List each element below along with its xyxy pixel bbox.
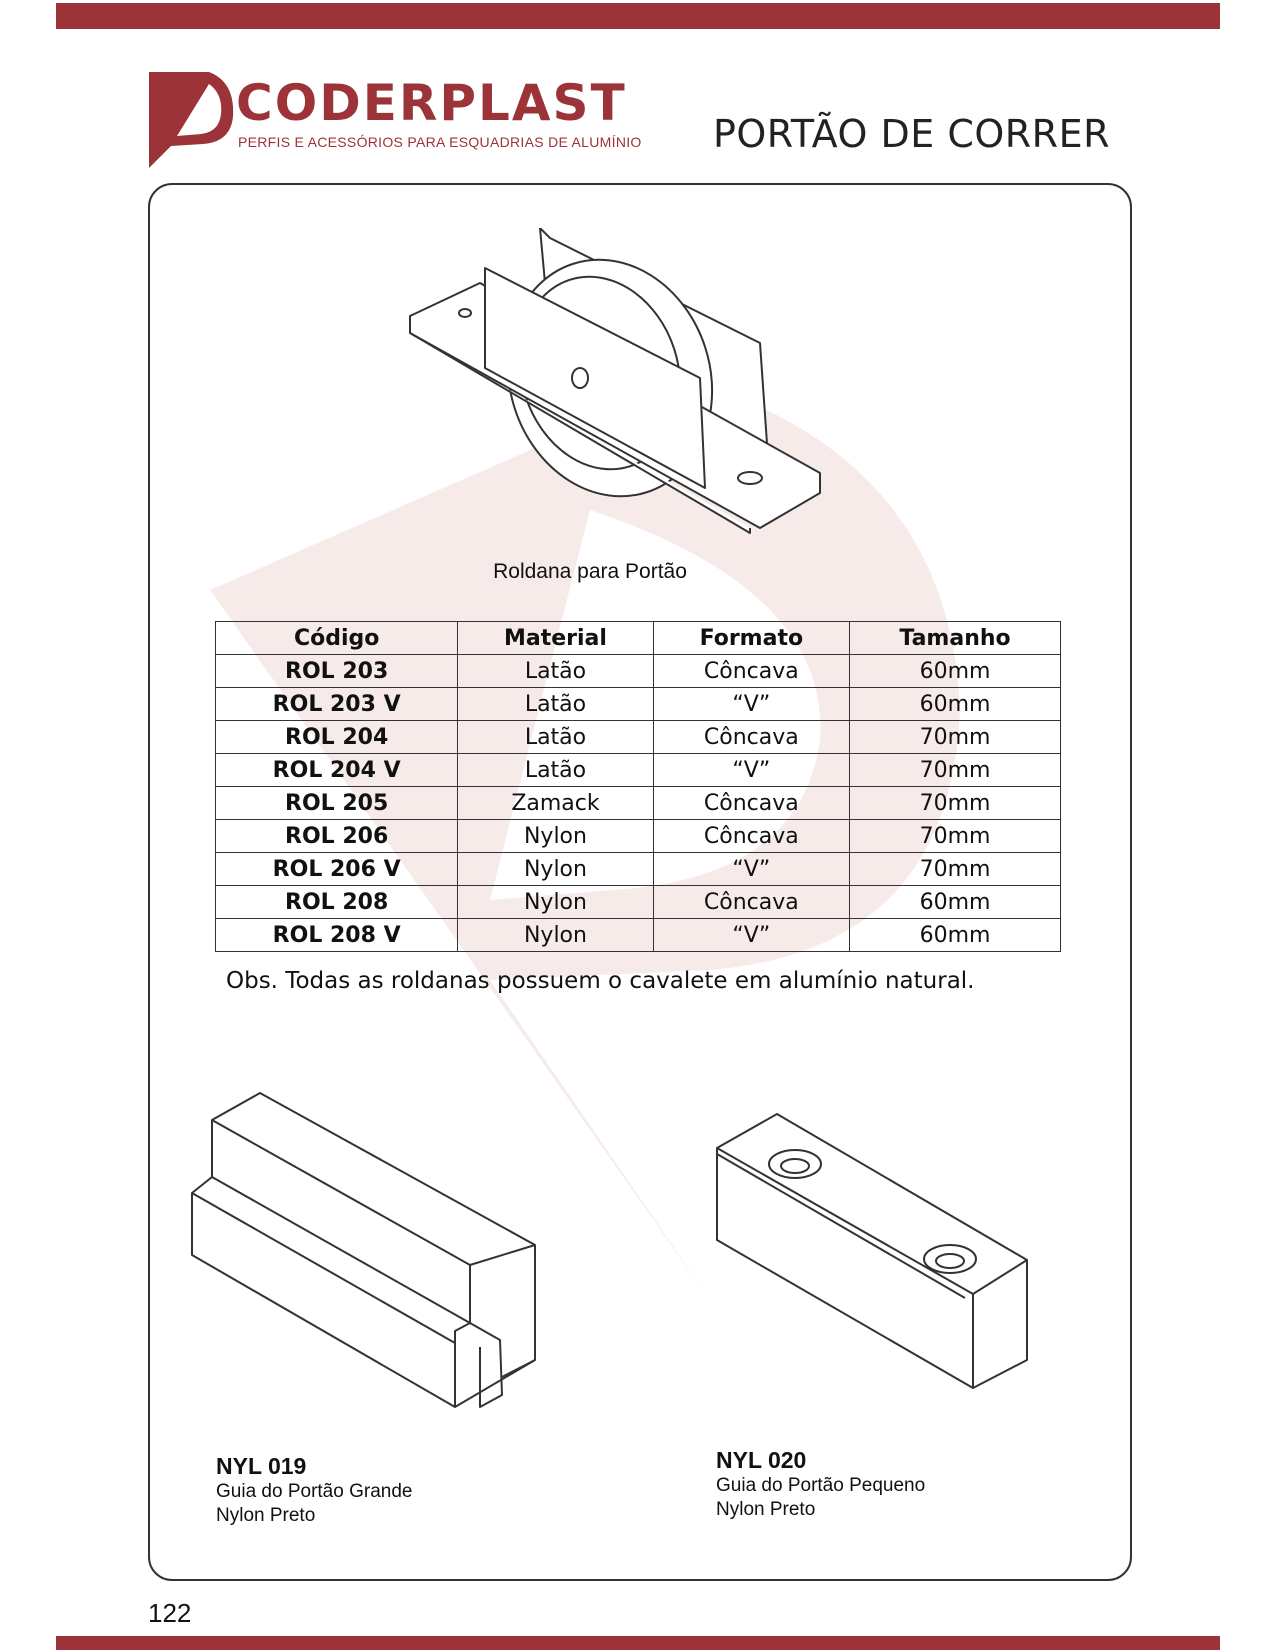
top-bar bbox=[56, 3, 1220, 29]
cell-codigo: ROL 203 V bbox=[216, 688, 458, 721]
cell-material: Latão bbox=[458, 754, 653, 787]
page-number: 122 bbox=[148, 1598, 192, 1628]
cell-tamanho: 70mm bbox=[850, 820, 1061, 853]
cell-codigo: ROL 206 bbox=[216, 820, 458, 853]
nyl-019-drawing bbox=[190, 1085, 540, 1415]
cell-codigo: ROL 206 V bbox=[216, 853, 458, 886]
table-row bbox=[216, 721, 1061, 754]
cell-material: Latão bbox=[458, 655, 653, 688]
table-note: Obs. Todas as roldanas possuem o cavalete em alumínio natural. bbox=[226, 968, 975, 994]
cell-material: Latão bbox=[458, 721, 653, 754]
table-row bbox=[216, 754, 1061, 787]
cell-formato: Côncava bbox=[653, 655, 849, 688]
table-row bbox=[216, 820, 1061, 853]
cell-formato: “V” bbox=[653, 853, 849, 886]
cell-codigo: ROL 203 bbox=[216, 655, 458, 688]
col-header-codigo: Código bbox=[216, 622, 458, 655]
cell-codigo: ROL 204 V bbox=[216, 754, 458, 787]
spec-table bbox=[215, 621, 1061, 952]
product-code: NYL 020 bbox=[716, 1447, 807, 1473]
bottom-bar bbox=[56, 1636, 1220, 1650]
product-material: Nylon Preto bbox=[716, 1499, 816, 1520]
cell-formato: “V” bbox=[653, 754, 849, 787]
cell-material: Nylon bbox=[458, 919, 653, 952]
cell-formato: Côncava bbox=[653, 886, 849, 919]
table-row bbox=[216, 787, 1061, 820]
cell-tamanho: 60mm bbox=[850, 688, 1061, 721]
table-row bbox=[216, 655, 1061, 688]
cell-tamanho: 70mm bbox=[850, 853, 1061, 886]
table-row bbox=[216, 688, 1061, 721]
cell-material: Nylon bbox=[458, 853, 653, 886]
cell-formato: Côncava bbox=[653, 787, 849, 820]
cell-formato: “V” bbox=[653, 919, 849, 952]
col-header-tamanho: Tamanho bbox=[850, 622, 1061, 655]
nyl-020-drawing bbox=[715, 1110, 1035, 1390]
cell-material: Zamack bbox=[458, 787, 653, 820]
col-header-material: Material bbox=[458, 622, 653, 655]
cell-tamanho: 70mm bbox=[850, 721, 1061, 754]
col-header-formato: Formato bbox=[653, 622, 849, 655]
cell-material: Nylon bbox=[458, 820, 653, 853]
table-row bbox=[216, 853, 1061, 886]
table-header-row bbox=[216, 622, 1061, 655]
table-row bbox=[216, 919, 1061, 952]
cell-tamanho: 60mm bbox=[850, 886, 1061, 919]
product-nyl-020 bbox=[716, 1446, 925, 1522]
product-name: Guia do Portão Pequeno bbox=[716, 1475, 926, 1496]
table-row bbox=[216, 886, 1061, 919]
product-name: Guia do Portão Grande bbox=[216, 1481, 413, 1502]
product-material: Nylon Preto bbox=[216, 1505, 316, 1526]
brand-logo bbox=[147, 70, 642, 170]
roldana-caption: Roldana para Portão bbox=[493, 560, 687, 583]
cell-material: Nylon bbox=[458, 886, 653, 919]
cell-tamanho: 70mm bbox=[850, 787, 1061, 820]
brand-name: CODERPLAST bbox=[236, 74, 627, 132]
cell-tamanho: 60mm bbox=[850, 919, 1061, 952]
cell-codigo: ROL 204 bbox=[216, 721, 458, 754]
roldana-drawing bbox=[400, 228, 840, 548]
brand-tagline: PERFIS E ACESSÓRIOS PARA ESQUADRIAS DE ALUMÍNIO bbox=[238, 134, 642, 150]
cell-material: Latão bbox=[458, 688, 653, 721]
page-title: PORTÃO DE CORRER bbox=[712, 112, 1110, 156]
cell-codigo: ROL 208 V bbox=[216, 919, 458, 952]
logo-mark-icon bbox=[147, 70, 235, 170]
cell-formato: Côncava bbox=[653, 721, 849, 754]
cell-tamanho: 60mm bbox=[850, 655, 1061, 688]
cell-formato: Côncava bbox=[653, 820, 849, 853]
product-nyl-019 bbox=[216, 1452, 412, 1528]
product-code: NYL 019 bbox=[216, 1453, 307, 1479]
cell-formato: “V” bbox=[653, 688, 849, 721]
cell-codigo: ROL 208 bbox=[216, 886, 458, 919]
cell-tamanho: 70mm bbox=[850, 754, 1061, 787]
cell-codigo: ROL 205 bbox=[216, 787, 458, 820]
